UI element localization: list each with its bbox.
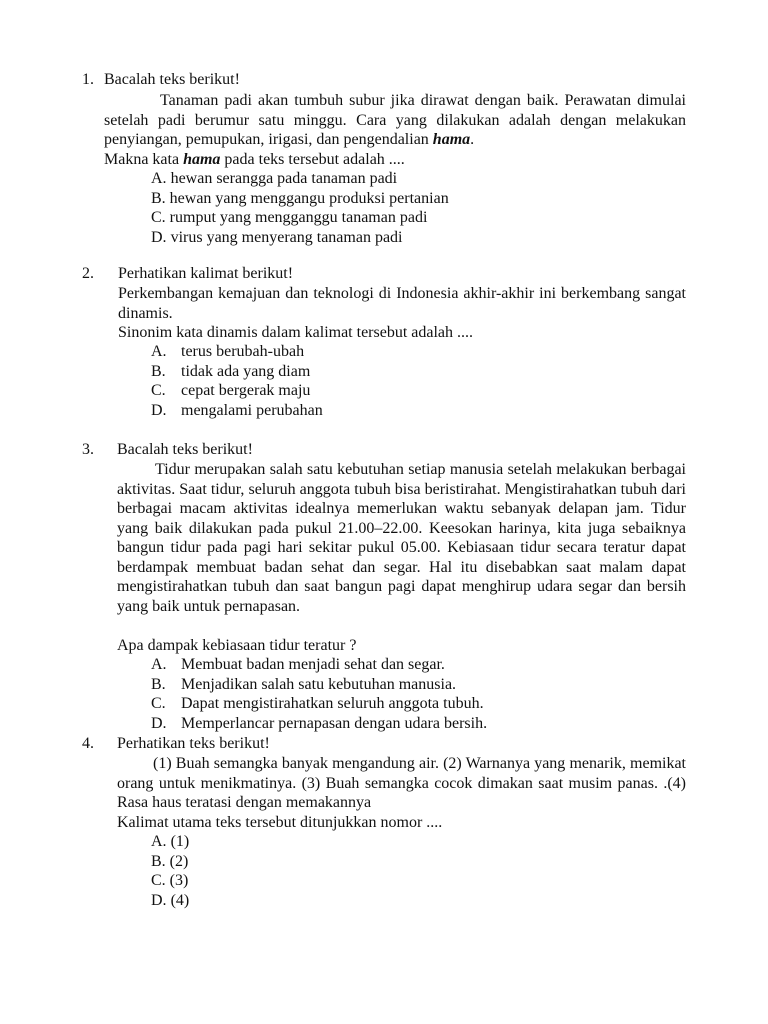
option-letter: A.: [151, 170, 167, 187]
option-text: (4): [170, 891, 190, 909]
question-heading: Bacalah teks berikut!: [104, 71, 240, 88]
option-text: terus berubah-ubah: [181, 343, 305, 360]
option-letter: A.: [151, 833, 167, 850]
passage-end: .: [470, 131, 475, 148]
answer-option-c[interactable]: [151, 381, 323, 401]
answer-option-c[interactable]: [151, 208, 449, 228]
option-letter: D.: [151, 891, 167, 909]
answer-option-b[interactable]: [151, 675, 487, 695]
question-heading: Bacalah teks berikut!: [117, 441, 253, 458]
option-text: mengalami perubahan: [181, 401, 323, 419]
option-text: (1): [170, 833, 190, 850]
question-number: 4.: [82, 735, 94, 752]
option-letter: D.: [151, 714, 167, 732]
answer-option-a[interactable]: [151, 655, 487, 675]
option-text: Menjadikan salah satu kebutuhan manusia.: [181, 675, 457, 693]
question-heading: Perhatikan kalimat berikut!: [118, 265, 294, 282]
option-text: (2): [169, 852, 189, 870]
question-passage: [104, 91, 686, 150]
option-letter: A.: [151, 656, 167, 673]
option-letter: A.: [151, 343, 167, 360]
emphasized-word: hama: [432, 131, 471, 148]
option-text: rumput yang mengganggu tanaman padi: [169, 209, 428, 226]
answer-option-a[interactable]: [151, 832, 189, 852]
answer-options: [151, 169, 449, 247]
option-text: Dapat mengistirahatkan seluruh anggota tubuh.: [181, 695, 484, 712]
stem-text: Makna kata: [104, 151, 184, 168]
option-letter: B.: [151, 362, 166, 380]
answer-option-a[interactable]: [151, 342, 323, 362]
option-letter: B.: [151, 189, 166, 207]
question-number: 3.: [82, 441, 94, 458]
question-passage: Tidur merupakan salah satu kebutuhan setiap manusia setelah melakukan berbagai aktivitas. Saat tidur, seluruh anggota tubuh bisa beristirahat. Mengistirahatkan tubuh dari berbagai macam aktivitas idealnya memerlukan waktu sebanyak delapan jam. Tidur yang baik dilakukan pada pukul 21.00–22.00. Keesokan harinya, kita juga sebaiknya bangun tidur pada pagi hari sekitar pukul 05.00. Kebiasaan tidur secara teratur dapat berdampak membuat badan sehat dan segar. Hal itu disebabkan saat malam dapat mengistirahatkan tubuh dan saat bangun pagi dapat menghirup udara segar dan bersih yang baik untuk pernapasan.: [117, 461, 686, 615]
option-text: Memperlancar pernapasan dengan udara bersih.: [181, 714, 488, 732]
answer-option-c[interactable]: [151, 694, 487, 714]
option-text: virus yang menyerang tanaman padi: [170, 228, 403, 246]
option-letter: B.: [151, 675, 166, 693]
question-passage: Perkembangan kemajuan dan teknologi di Indonesia akhir-akhir ini berkembang sangat dinamis.: [118, 285, 686, 322]
option-letter: C.: [151, 872, 166, 889]
question-stem: Apa dampak kebiasaan tidur teratur ?: [117, 637, 357, 654]
option-letter: C.: [151, 209, 166, 226]
stem-text-end: pada teks tersebut adalah ....: [220, 151, 405, 168]
answer-option-b[interactable]: [151, 852, 189, 872]
option-letter: D.: [151, 228, 167, 246]
answer-option-d[interactable]: [151, 401, 323, 421]
option-text: (3): [169, 872, 189, 889]
option-text: hewan serangga pada tanaman padi: [170, 170, 398, 187]
answer-options: [151, 342, 323, 420]
option-text: Membuat badan menjadi sehat dan segar.: [181, 656, 445, 673]
answer-option-d[interactable]: [151, 228, 449, 248]
answer-option-d[interactable]: [151, 891, 189, 911]
option-letter: C.: [151, 695, 166, 712]
question-passage: (1) Buah semangka banyak mengandung air. (2) Warnanya yang menarik, memikat orang untuk menikmatinya. (3) Buah semangka cocok dimakan saat musim panas. .(4) Rasa haus teratasi dengan memakannya: [117, 755, 686, 811]
answer-option-d[interactable]: [151, 714, 487, 734]
answer-option-c[interactable]: [151, 871, 189, 891]
option-letter: B.: [151, 852, 166, 870]
answer-options: [151, 832, 189, 910]
passage-text: Tanaman padi akan tumbuh subur jika dirawat dengan baik. Perawatan dimulai setelah padi berumur satu minggu. Cara yang dilakukan adalah dengan melakukan penyiangan, pemupukan, irigasi, dan pengendalian: [104, 92, 686, 148]
option-letter: D.: [151, 401, 167, 419]
answer-options: [151, 655, 487, 733]
option-text: hewan yang menggangu produksi pertanian: [169, 189, 449, 207]
question-stem: Sinonim kata dinamis dalam kalimat tersebut adalah ....: [118, 324, 474, 341]
question-number: 1.: [82, 71, 94, 88]
option-text: cepat bergerak maju: [181, 382, 311, 399]
option-letter: C.: [151, 382, 166, 399]
answer-option-b[interactable]: [151, 362, 323, 382]
option-text: tidak ada yang diam: [181, 362, 311, 380]
question-stem: Kalimat utama teks tersebut ditunjukkan nomor ....: [117, 814, 443, 831]
answer-option-a[interactable]: [151, 169, 449, 189]
answer-option-b[interactable]: [151, 189, 449, 209]
question-stem: [104, 150, 405, 170]
question-heading: Perhatikan teks berikut!: [117, 735, 270, 752]
emphasized-word: hama: [183, 151, 221, 168]
question-number: 2.: [82, 265, 94, 282]
